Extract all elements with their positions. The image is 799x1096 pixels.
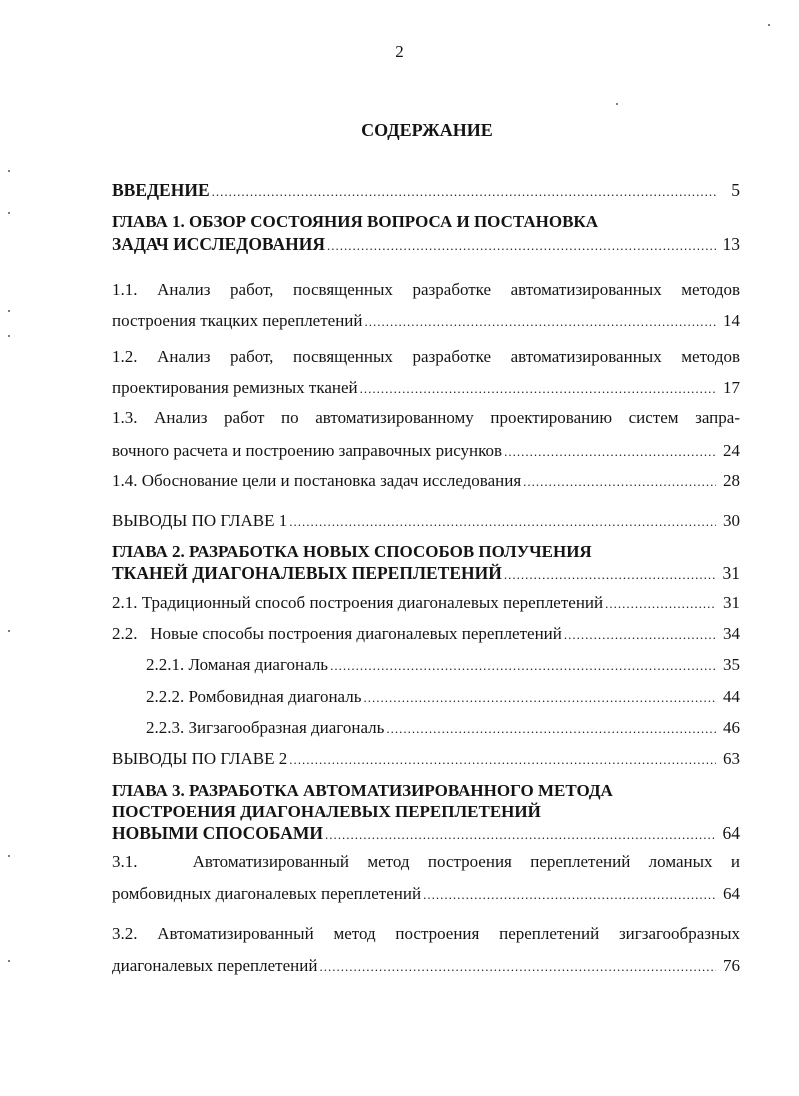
- toc-entry-2-1: [112, 593, 740, 613]
- toc-entry-2-2-2: [146, 687, 740, 707]
- toc-entry-label: 1.2. Анализ работ, посвященных разработке автоматизированных методов: [112, 347, 740, 366]
- toc-entry-label: ЗАДАЧ ИССЛЕДОВАНИЯ: [112, 234, 325, 254]
- toc-page-number: 46: [723, 718, 740, 737]
- scan-speck: [8, 335, 10, 337]
- toc-entry-1-3-line1: [112, 408, 740, 428]
- dot-leader: [289, 752, 716, 768]
- toc-chapter-3-line2: ПОСТРОЕНИЯ ДИАГОНАЛЕВЫХ ПЕРЕПЛЕТЕНИЙ: [112, 802, 541, 821]
- dot-leader: [386, 721, 716, 737]
- toc-page-number: 76: [723, 956, 740, 975]
- dot-leader: [504, 444, 716, 460]
- scan-speck: [8, 630, 10, 632]
- dot-leader: [364, 314, 716, 330]
- toc-entry-2-2-3: [146, 718, 740, 738]
- toc-entry-3-1-line1: [112, 852, 740, 872]
- toc-entry-3-1: [112, 884, 740, 904]
- page-title: СОДЕРЖАНИЕ: [361, 120, 493, 140]
- toc-entry-label: 2.1. Традиционный способ построения диагоналевых переплетений: [112, 593, 604, 612]
- toc-entry-label: 1.3. Анализ работ по автоматизированному проектированию систем запра-: [112, 408, 740, 427]
- toc-page-number: 44: [723, 687, 740, 706]
- toc-entry-conclusions-2: [112, 749, 740, 769]
- toc-entry-3-2: [112, 956, 740, 976]
- toc-entry-conclusions-1: [112, 511, 740, 531]
- toc-page-number: 17: [723, 378, 740, 397]
- scan-speck: [8, 170, 10, 172]
- toc-entry-chapter-2: [112, 563, 740, 584]
- toc-page-number: 64: [722, 823, 740, 843]
- toc-entry-1-2: [112, 378, 740, 398]
- toc-entry-label: ВЫВОДЫ ПО ГЛАВЕ 2: [112, 749, 288, 768]
- toc-chapter-1-line1: ГЛАВА 1. ОБЗОР СОСТОЯНИЯ ВОПРОСА И ПОСТАНОВКА: [112, 212, 599, 231]
- toc-entry-label: построения ткацких переплетений: [112, 311, 363, 330]
- toc-entry-label: 1.1. Анализ работ, посвященных разработке автоматизированных методов: [112, 280, 740, 299]
- scan-speck: [616, 103, 618, 105]
- scan-speck: [768, 24, 770, 26]
- toc-entry-label: ромбовидных диагоналевых переплетений: [112, 884, 422, 903]
- toc-entry-1-2-line1: [112, 347, 740, 367]
- toc-entry-1-3: [112, 441, 740, 461]
- dot-leader: [325, 827, 716, 843]
- toc-page-number: 5: [731, 180, 740, 200]
- toc-entry-label: ВЫВОДЫ ПО ГЛАВЕ 1: [112, 511, 288, 530]
- toc-entry-intro: [112, 180, 740, 201]
- toc-page-number: 35: [723, 655, 740, 674]
- toc-page-number: 31: [722, 563, 740, 583]
- scan-speck: [8, 310, 10, 312]
- toc-entry-2-2-1: [146, 655, 740, 675]
- dot-leader: [360, 381, 716, 397]
- toc-chapter-3-line1: ГЛАВА 3. РАЗРАБОТКА АВТОМАТИЗИРОВАННОГО МЕТОДА: [112, 781, 613, 800]
- toc-entry-2-2: [112, 624, 740, 644]
- toc-entry-label: 3.2. Автоматизированный метод построения переплетений зигзагообразных: [112, 924, 740, 943]
- toc-page-number: 63: [723, 749, 740, 768]
- dot-leader: [504, 567, 716, 583]
- toc-entry-label: ТКАНЕЙ ДИАГОНАЛЕВЫХ ПЕРЕПЛЕТЕНИЙ: [112, 563, 502, 583]
- dot-leader: [327, 238, 716, 254]
- toc-entry-1-4: [112, 471, 740, 491]
- dot-leader: [330, 658, 716, 674]
- dot-leader: [605, 596, 716, 612]
- toc-entry-label: вочного расчета и построению заправочных рисунков: [112, 441, 503, 460]
- toc-entry-3-2-line1: [112, 924, 740, 944]
- toc-page-number: 34: [723, 624, 740, 643]
- toc-page-number: 30: [723, 511, 740, 530]
- toc-page-number: 31: [723, 593, 740, 612]
- toc-entry-chapter-1: [112, 234, 740, 255]
- toc-page-number: 14: [723, 311, 740, 330]
- toc-entry-label: 3.1. Автоматизированный метод построения переплетений ломаных и: [112, 852, 740, 871]
- toc-entry-label: проектирования ремизных тканей: [112, 378, 358, 397]
- toc-page-number: 64: [723, 884, 740, 903]
- dot-leader: [319, 959, 716, 975]
- toc-page-number: 24: [723, 441, 740, 460]
- toc-entry-label: 2.2. Новые способы построения диагоналевых переплетений: [112, 624, 562, 643]
- toc-page-number: 28: [723, 471, 740, 490]
- toc-entry-chapter-3: [112, 823, 740, 844]
- toc-chapter-2-line1: ГЛАВА 2. РАЗРАБОТКА НОВЫХ СПОСОБОВ ПОЛУЧЕНИЯ: [112, 542, 592, 561]
- dot-leader: [363, 690, 716, 706]
- toc-entry-label: НОВЫМИ СПОСОБАМИ: [112, 823, 324, 843]
- scan-speck: [8, 212, 10, 214]
- toc-page-number: 13: [722, 234, 740, 254]
- toc-entry-1-1: [112, 311, 740, 331]
- page-number: 2: [395, 42, 404, 61]
- toc-entry-label: 2.2.1. Ломаная диагональ: [146, 655, 329, 674]
- scan-speck: [8, 960, 10, 962]
- dot-leader: [289, 514, 716, 530]
- dot-leader: [564, 627, 716, 643]
- toc-entry-label: 2.2.3. Зигзагообразная диагональ: [146, 718, 385, 737]
- dot-leader: [212, 184, 716, 200]
- toc-entry-label: диагоналевых переплетений: [112, 956, 318, 975]
- dot-leader: [523, 474, 716, 490]
- dot-leader: [423, 887, 716, 903]
- scan-speck: [8, 855, 10, 857]
- toc-entry-label: 1.4. Обоснование цели и постановка задач исследования: [112, 471, 522, 490]
- toc-entry-label: ВВЕДЕНИЕ: [112, 180, 210, 200]
- toc-entry-1-1-line1: [112, 280, 740, 300]
- toc-entry-label: 2.2.2. Ромбовидная диагональ: [146, 687, 362, 706]
